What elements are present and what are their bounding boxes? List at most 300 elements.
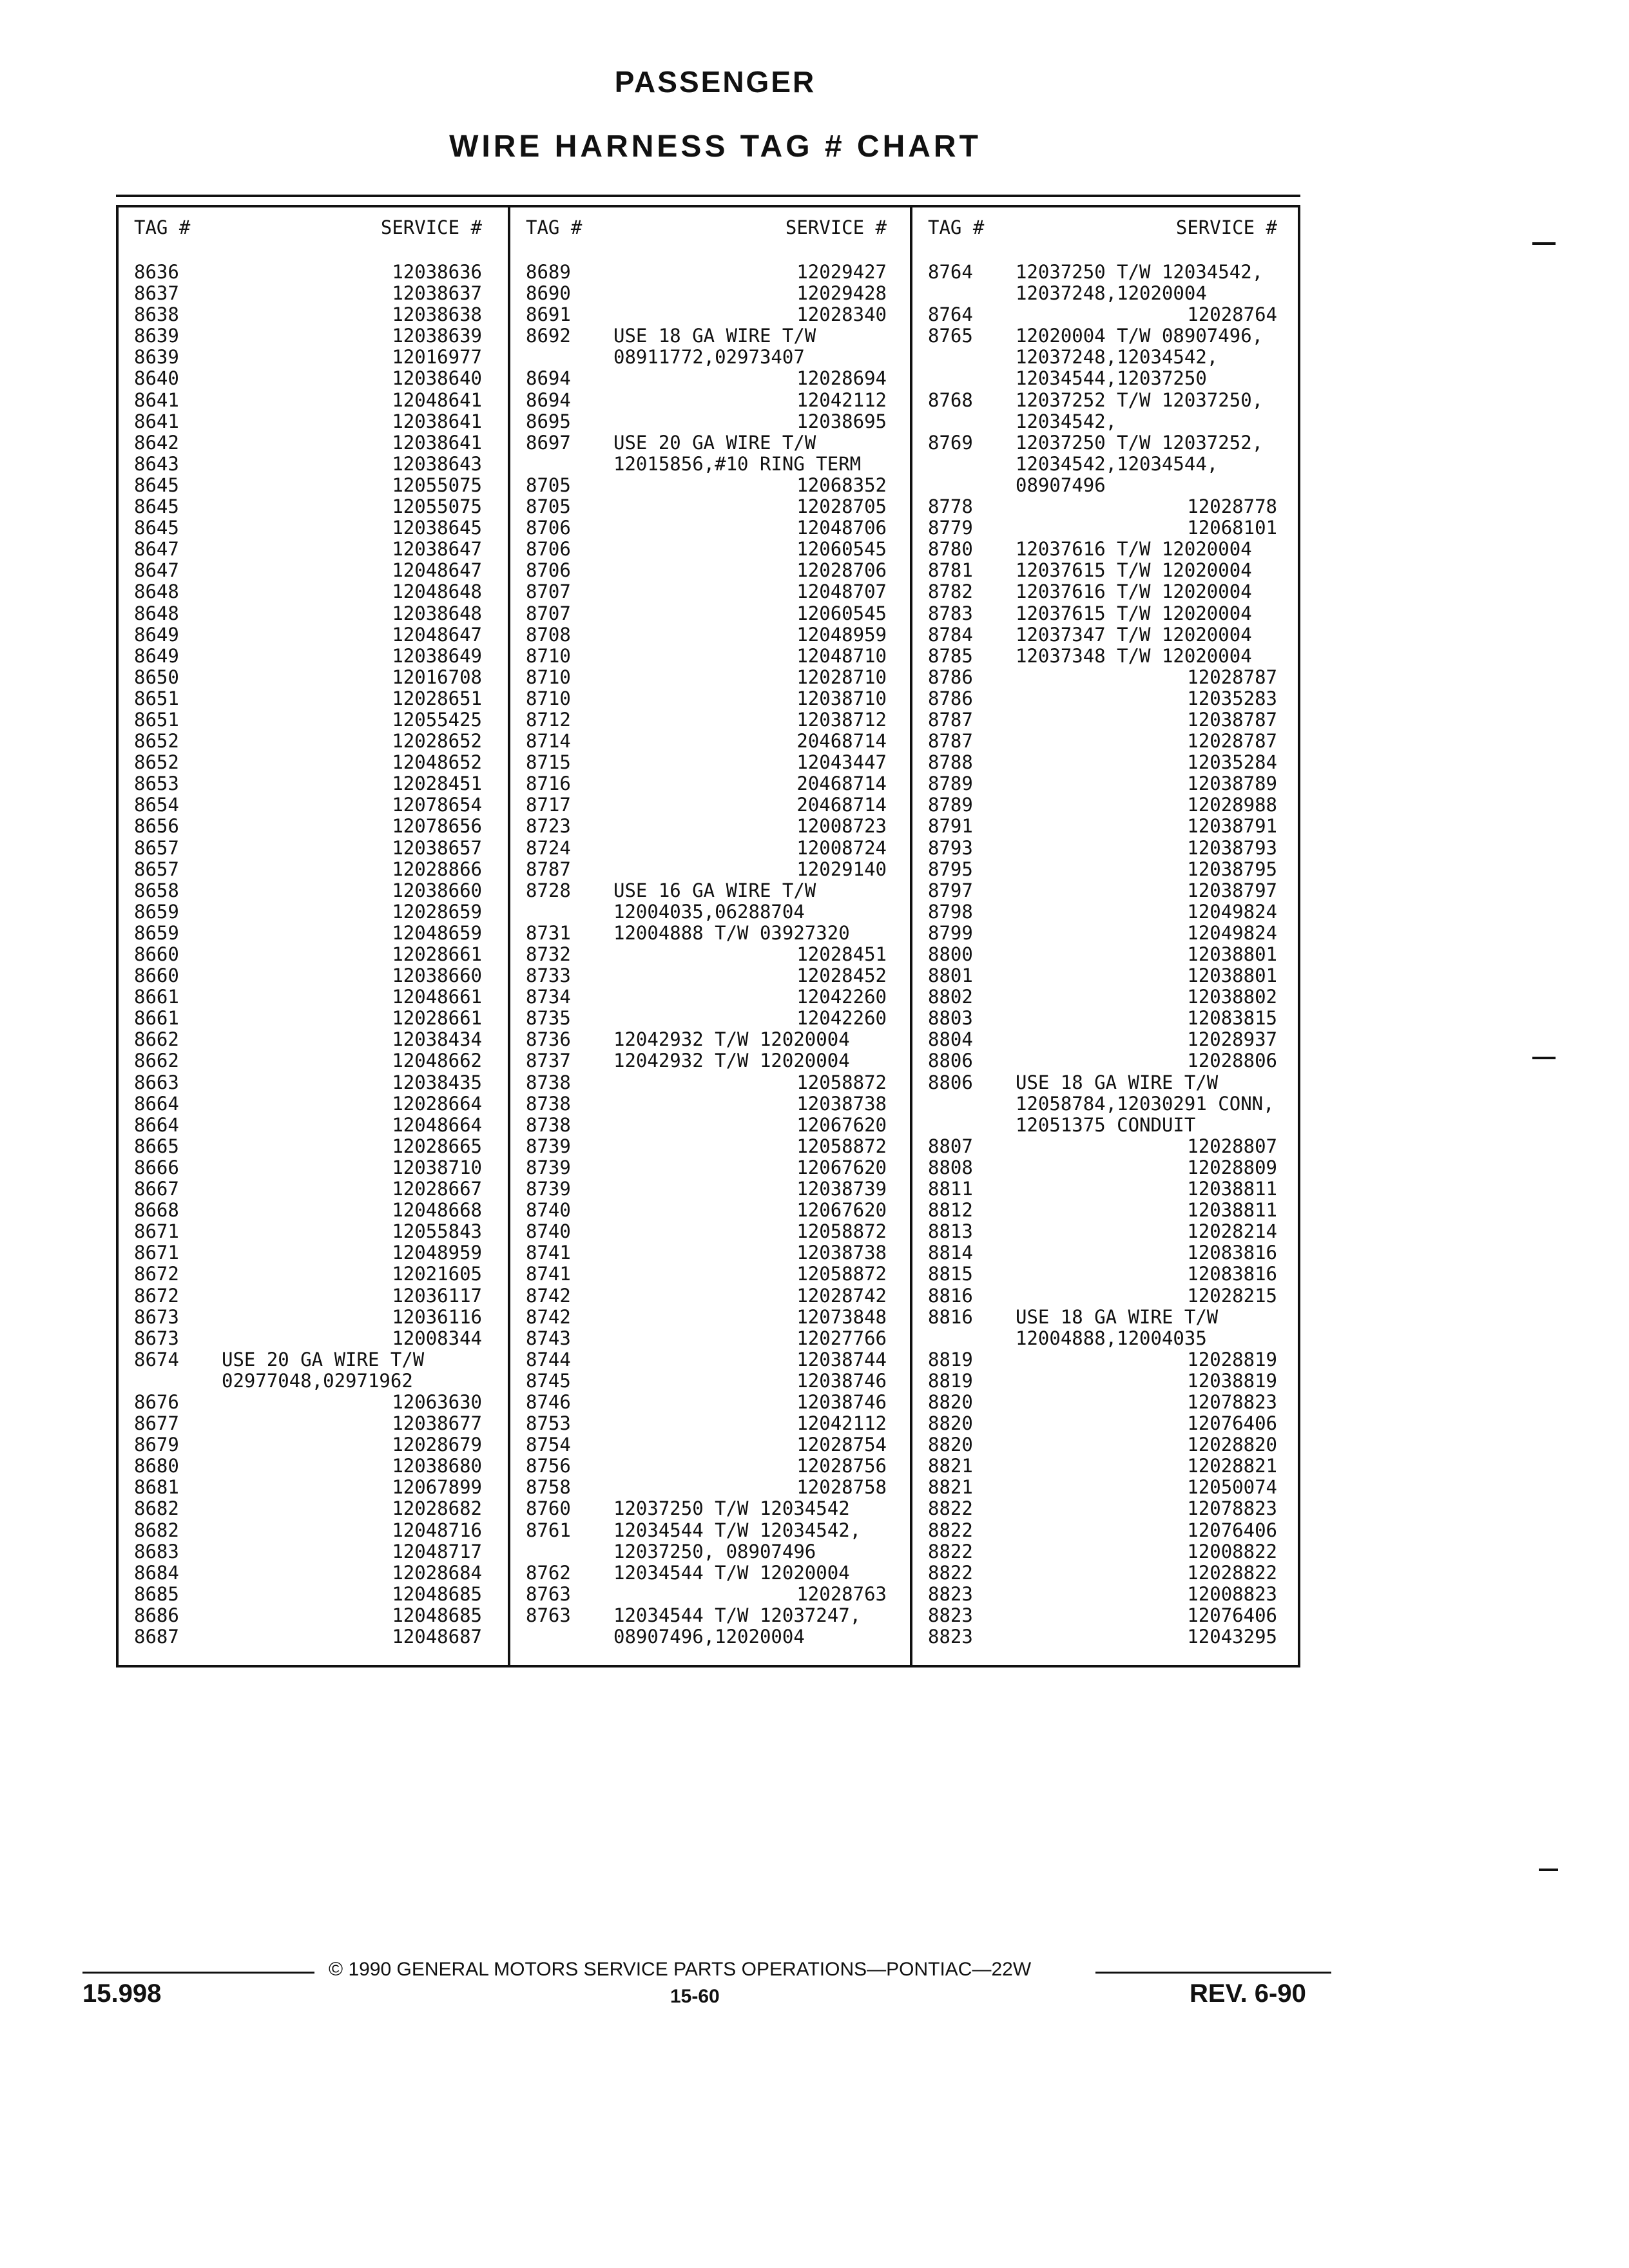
service-number: 12043295	[1187, 1626, 1277, 1648]
service-number: 12067899	[392, 1476, 482, 1499]
table-row	[119, 304, 508, 325]
table-row	[912, 1562, 1303, 1584]
tag-number: 8779	[928, 517, 973, 539]
service-number: 12028822	[1187, 1561, 1277, 1584]
service-number: 12038639	[392, 325, 482, 347]
table-row	[912, 923, 1303, 944]
service-number: 12029140	[796, 858, 887, 880]
tag-number: 8728	[526, 879, 571, 901]
table-row	[912, 1498, 1303, 1519]
tag-number: 8795	[928, 858, 973, 880]
tag-number: 8740	[526, 1220, 571, 1243]
service-note: 12037347 T/W 12020004	[1016, 623, 1252, 646]
service-number: 12083816	[1187, 1263, 1277, 1285]
table-row	[912, 752, 1303, 773]
table-row	[510, 454, 912, 475]
service-note: 12034542,12034544,	[1016, 452, 1219, 475]
service-number: 12038819	[1187, 1369, 1277, 1392]
table-row	[912, 880, 1303, 901]
table-row	[119, 1178, 508, 1200]
tag-number: 8707	[526, 581, 571, 603]
table-row	[912, 1392, 1303, 1413]
table-row	[510, 325, 912, 347]
service-number: 12028659	[392, 900, 482, 923]
table-row	[912, 709, 1303, 731]
table-row	[912, 1029, 1303, 1050]
tag-number: 8804	[928, 1028, 973, 1051]
service-number: 20468714	[796, 773, 887, 795]
tag-number: 8763	[526, 1604, 571, 1626]
tag-header: TAG #	[928, 216, 985, 238]
table-row	[119, 944, 508, 965]
service-note: 12037615 T/W 12020004	[1016, 602, 1252, 624]
tag-number: 8765	[928, 325, 973, 347]
table-row	[119, 581, 508, 602]
table-row	[912, 304, 1303, 325]
table-row	[119, 1200, 508, 1221]
service-note: 12015856,#10 RING TERM	[613, 452, 862, 475]
service-number: 12038811	[1187, 1178, 1277, 1200]
table-row	[510, 838, 912, 859]
service-number: 12038677	[392, 1412, 482, 1435]
table-row	[912, 432, 1303, 454]
service-number: 12038801	[1187, 943, 1277, 965]
table-row	[912, 1285, 1303, 1307]
table-row	[510, 1178, 912, 1200]
table-row	[912, 1456, 1303, 1477]
tag-number: 8822	[928, 1497, 973, 1520]
service-note: 12037248,12020004	[1016, 282, 1207, 305]
tag-number: 8654	[134, 794, 179, 816]
table-row	[510, 646, 912, 667]
table-row	[510, 1541, 912, 1562]
table-row	[119, 880, 508, 901]
table-row	[510, 1050, 912, 1072]
table-row	[119, 1349, 508, 1370]
service-number: 12028937	[1187, 1028, 1277, 1051]
service-note: USE 20 GA WIRE T/W	[222, 1348, 425, 1370]
tag-number: 8637	[134, 282, 179, 305]
service-number: 12038793	[1187, 836, 1277, 859]
tag-number: 8724	[526, 836, 571, 859]
tag-number: 8686	[134, 1604, 179, 1626]
service-number: 12008823	[1187, 1582, 1277, 1605]
service-header: SERVICE #	[380, 216, 482, 238]
tag-number: 8813	[928, 1220, 973, 1243]
table-row	[119, 1307, 508, 1328]
tag-number: 8652	[134, 751, 179, 774]
table-row	[119, 794, 508, 816]
table-row	[510, 1221, 912, 1242]
service-number: 12028664	[392, 1092, 482, 1115]
tag-number: 8739	[526, 1156, 571, 1178]
tag-number: 8661	[134, 1007, 179, 1030]
tag-number: 8823	[928, 1604, 973, 1626]
tag-number: 8723	[526, 815, 571, 838]
tag-number: 8680	[134, 1455, 179, 1477]
tag-number: 8787	[928, 730, 973, 753]
table-row	[119, 1370, 508, 1392]
service-number: 12038435	[392, 1071, 482, 1093]
tag-number: 8639	[134, 325, 179, 347]
service-number: 12048647	[392, 559, 482, 582]
tag-number: 8657	[134, 836, 179, 859]
tag-number: 8744	[526, 1348, 571, 1370]
table-row	[510, 816, 912, 837]
service-number: 12008344	[392, 1327, 482, 1349]
service-number: 12038648	[392, 602, 482, 624]
table-row	[119, 1157, 508, 1178]
tag-number: 8651	[134, 687, 179, 709]
tag-number: 8739	[526, 1135, 571, 1157]
table-row	[119, 709, 508, 731]
table-row	[510, 283, 912, 304]
tag-number: 8821	[928, 1455, 973, 1477]
tag-number: 8706	[526, 559, 571, 582]
table-row	[912, 560, 1303, 581]
service-number: 12038640	[392, 367, 482, 390]
service-note: 08907496	[1016, 474, 1106, 496]
table-row	[510, 432, 912, 454]
table-row	[510, 1200, 912, 1221]
table-row	[119, 1584, 508, 1605]
table-row	[912, 901, 1303, 923]
tag-number: 8763	[526, 1582, 571, 1605]
margin-mark	[1532, 242, 1556, 245]
table-row	[119, 517, 508, 539]
tag-number: 8756	[526, 1455, 571, 1477]
service-header: SERVICE #	[1175, 216, 1277, 238]
table-row	[510, 1093, 912, 1115]
tag-number: 8815	[928, 1263, 973, 1285]
tag-number: 8639	[134, 346, 179, 369]
service-note: 12034542,	[1016, 410, 1117, 432]
table-row	[510, 1456, 912, 1477]
tag-number: 8706	[526, 517, 571, 539]
table-row	[912, 1584, 1303, 1605]
service-number: 12038643	[392, 452, 482, 475]
tag-number: 8658	[134, 879, 179, 901]
table-row	[119, 1008, 508, 1029]
tag-number: 8697	[526, 431, 571, 454]
table-row	[510, 1136, 912, 1157]
tag-number: 8806	[928, 1050, 973, 1072]
table-row	[912, 539, 1303, 560]
table-row	[119, 390, 508, 411]
tag-chart-table	[116, 205, 1300, 1667]
service-number: 12029428	[796, 282, 887, 305]
table-row	[119, 1072, 508, 1093]
service-note: 12034544 T/W 12034542,	[613, 1519, 862, 1541]
footer-rule-left	[82, 1972, 314, 1974]
service-number: 12042112	[796, 389, 887, 411]
table-row	[510, 475, 912, 496]
service-number: 12035283	[1187, 687, 1277, 709]
table-row	[119, 688, 508, 709]
tag-number: 8764	[928, 261, 973, 283]
service-number: 12055075	[392, 474, 482, 496]
table-row	[510, 731, 912, 752]
tag-number: 8710	[526, 666, 571, 688]
service-note: 12004888,12004035	[1016, 1327, 1207, 1349]
service-number: 12028651	[392, 687, 482, 709]
tag-number: 8761	[526, 1519, 571, 1541]
table-row	[510, 923, 912, 944]
service-note: 12034544 T/W 12037247,	[613, 1604, 862, 1626]
table-top-rule	[116, 195, 1300, 197]
tag-number: 8647	[134, 538, 179, 561]
tag-number: 8645	[134, 495, 179, 518]
tag-number: 8803	[928, 1007, 973, 1030]
tag-number: 8659	[134, 921, 179, 944]
service-number: 12058872	[796, 1071, 887, 1093]
service-number: 12038434	[392, 1028, 482, 1051]
table-row	[510, 1584, 912, 1605]
service-number: 12038660	[392, 879, 482, 901]
table-row	[912, 1413, 1303, 1434]
service-number: 12048662	[392, 1050, 482, 1072]
service-number: 12028820	[1187, 1434, 1277, 1456]
table-row	[510, 667, 912, 688]
table-row	[119, 475, 508, 496]
table-row	[912, 667, 1303, 688]
table-row	[510, 1392, 912, 1413]
table-row	[912, 1370, 1303, 1392]
table-row	[510, 1605, 912, 1626]
footer-rule-right	[1095, 1972, 1331, 1974]
table-row	[510, 1115, 912, 1136]
tag-number: 8789	[928, 794, 973, 816]
tag-number: 8797	[928, 879, 973, 901]
service-note: 12037348 T/W 12020004	[1016, 644, 1252, 667]
service-number: 12048664	[392, 1113, 482, 1136]
tag-number: 8672	[134, 1284, 179, 1307]
table-row	[119, 1136, 508, 1157]
service-note: 12051375 CONDUIT	[1016, 1113, 1196, 1136]
service-number: 12048687	[392, 1626, 482, 1648]
service-number: 12028866	[392, 858, 482, 880]
service-number: 20468714	[796, 794, 887, 816]
table-column-3	[910, 207, 1303, 1665]
table-row	[119, 646, 508, 667]
service-note: USE 16 GA WIRE T/W	[613, 879, 816, 901]
tag-number: 8800	[928, 943, 973, 965]
service-number: 12028710	[796, 666, 887, 688]
service-number: 12038710	[392, 1156, 482, 1178]
table-row	[510, 880, 912, 901]
service-number: 12067620	[796, 1199, 887, 1222]
service-note: 12037616 T/W 12020004	[1016, 581, 1252, 603]
table-row	[119, 1562, 508, 1584]
tag-number: 8671	[134, 1220, 179, 1243]
tag-number: 8822	[928, 1540, 973, 1562]
table-row	[510, 1157, 912, 1178]
tag-number: 8690	[526, 282, 571, 305]
table-row	[912, 944, 1303, 965]
table-row	[510, 794, 912, 816]
table-row	[510, 390, 912, 411]
table-row	[510, 965, 912, 986]
tag-number: 8682	[134, 1519, 179, 1541]
table-row	[510, 624, 912, 646]
service-number: 12028340	[796, 303, 887, 326]
table-row	[119, 773, 508, 794]
table-row	[912, 1093, 1303, 1115]
table-row	[510, 944, 912, 965]
service-number: 12038746	[796, 1369, 887, 1392]
tag-number: 8651	[134, 708, 179, 731]
service-number: 12049824	[1187, 900, 1277, 923]
tag-number: 8656	[134, 815, 179, 838]
table-row	[912, 603, 1303, 624]
table-row	[510, 1029, 912, 1050]
table-row	[510, 560, 912, 581]
tag-number: 8689	[526, 261, 571, 283]
tag-number: 8787	[526, 858, 571, 880]
service-number: 12036116	[392, 1305, 482, 1328]
service-number: 12048706	[796, 517, 887, 539]
table-row	[119, 347, 508, 368]
table-row	[510, 986, 912, 1008]
service-number: 12048707	[796, 581, 887, 603]
service-number: 12038649	[392, 644, 482, 667]
service-number: 12038801	[1187, 965, 1277, 987]
tag-number: 8682	[134, 1497, 179, 1520]
table-row	[912, 1178, 1303, 1200]
service-number: 12060545	[796, 538, 887, 561]
tag-number: 8638	[134, 303, 179, 326]
tag-number: 8665	[134, 1135, 179, 1157]
service-number: 12049824	[1187, 921, 1277, 944]
service-number: 12063630	[392, 1390, 482, 1413]
table-row	[119, 838, 508, 859]
service-number: 12038797	[1187, 879, 1277, 901]
table-row	[119, 1626, 508, 1648]
service-note: 12004035,06288704	[613, 900, 805, 923]
tag-number: 8823	[928, 1582, 973, 1605]
service-header: SERVICE #	[785, 216, 887, 238]
service-note: 12034544,12037250	[1016, 367, 1207, 390]
tag-number: 8811	[928, 1178, 973, 1200]
tag-number: 8705	[526, 474, 571, 496]
service-note: 12034544 T/W 12020004	[613, 1561, 850, 1584]
service-number: 12028754	[796, 1434, 887, 1456]
table-row	[912, 1050, 1303, 1072]
service-number: 12028215	[1187, 1284, 1277, 1307]
tag-number: 8822	[928, 1561, 973, 1584]
table-row	[912, 581, 1303, 602]
service-number: 12055425	[392, 708, 482, 731]
table-row	[912, 1626, 1303, 1648]
tag-number: 8784	[928, 623, 973, 646]
service-number: 12028809	[1187, 1156, 1277, 1178]
service-number: 12028988	[1187, 794, 1277, 816]
service-number: 12038811	[1187, 1199, 1277, 1222]
table-row	[912, 390, 1303, 411]
service-number: 12038789	[1187, 773, 1277, 795]
service-note: 12037615 T/W 12020004	[1016, 559, 1252, 582]
tag-number: 8764	[928, 303, 973, 326]
table-row	[119, 1605, 508, 1626]
service-number: 12048717	[392, 1540, 482, 1562]
tag-number: 8741	[526, 1263, 571, 1285]
tag-number: 8710	[526, 687, 571, 709]
service-number: 12028807	[1187, 1135, 1277, 1157]
service-number: 12038791	[1187, 815, 1277, 838]
tag-number: 8783	[928, 602, 973, 624]
tag-number: 8741	[526, 1242, 571, 1264]
table-row	[510, 1434, 912, 1456]
tag-number: 8636	[134, 261, 179, 283]
table-row	[510, 1477, 912, 1498]
service-number: 12050074	[1187, 1476, 1277, 1499]
table-row	[119, 1093, 508, 1115]
service-number: 12016977	[392, 346, 482, 369]
tag-number: 8673	[134, 1305, 179, 1328]
table-row	[119, 1413, 508, 1434]
table-row	[119, 262, 508, 283]
service-number: 12048661	[392, 986, 482, 1008]
service-number: 12028764	[1187, 303, 1277, 326]
tag-number: 8799	[928, 921, 973, 944]
column-rows	[912, 262, 1303, 1648]
tag-number: 8802	[928, 986, 973, 1008]
table-row	[912, 1072, 1303, 1093]
service-number: 12048641	[392, 389, 482, 411]
service-number: 12028679	[392, 1434, 482, 1456]
table-row	[912, 283, 1303, 304]
tag-number: 8753	[526, 1412, 571, 1435]
footer-page-number: 15-60	[670, 1986, 720, 2007]
tag-number: 8737	[526, 1050, 571, 1072]
tag-number: 8819	[928, 1369, 973, 1392]
service-number: 12028705	[796, 495, 887, 518]
tag-number: 8820	[928, 1390, 973, 1413]
table-row	[510, 347, 912, 368]
service-number: 12028787	[1187, 730, 1277, 753]
service-number: 12076406	[1187, 1604, 1277, 1626]
service-number: 12048652	[392, 751, 482, 774]
table-row	[510, 411, 912, 432]
service-number: 12042260	[796, 986, 887, 1008]
table-row	[912, 325, 1303, 347]
service-number: 12028667	[392, 1178, 482, 1200]
tag-number: 8798	[928, 900, 973, 923]
service-number: 12028652	[392, 730, 482, 753]
service-number: 12038680	[392, 1455, 482, 1477]
service-number: 12038657	[392, 836, 482, 859]
table-row	[119, 560, 508, 581]
table-row	[510, 1498, 912, 1519]
table-row	[119, 539, 508, 560]
tag-number: 8668	[134, 1199, 179, 1222]
tag-number: 8648	[134, 602, 179, 624]
service-note: 12037250 T/W 12037252,	[1016, 431, 1264, 454]
tag-number: 8733	[526, 965, 571, 987]
service-number: 12055843	[392, 1220, 482, 1243]
service-number: 12028821	[1187, 1455, 1277, 1477]
tag-number: 8645	[134, 517, 179, 539]
table-row	[912, 1221, 1303, 1242]
service-note: USE 18 GA WIRE T/W	[1016, 1071, 1219, 1093]
service-number: 12058872	[796, 1263, 887, 1285]
service-number: 12029427	[796, 261, 887, 283]
tag-number: 8673	[134, 1327, 179, 1349]
service-number: 12008724	[796, 836, 887, 859]
tag-number: 8822	[928, 1519, 973, 1541]
service-number: 12067620	[796, 1156, 887, 1178]
table-row	[119, 1541, 508, 1562]
